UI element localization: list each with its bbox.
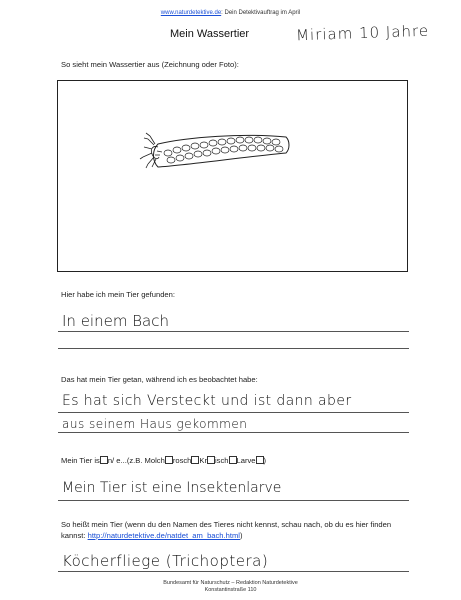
header-text: : Dein Detektivauftrag im April — [221, 10, 301, 16]
found-line-1 — [58, 331, 409, 332]
drawing-prompt: So sieht mein Wassertier aus (Zeichnung oder Foto): — [61, 60, 239, 69]
name-answer: Köcherfliege (Trichoptera) — [62, 552, 269, 570]
header-link[interactable]: www.naturdetektive.de — [160, 10, 222, 16]
footer — [0, 580, 461, 594]
checkbox-glyph — [229, 456, 237, 464]
did-answer-line1: Es hat sich Versteckt und ist dann aber — [62, 393, 352, 409]
found-line-2 — [58, 348, 409, 349]
author-handwriting: Miriam 10 Jahre — [295, 21, 430, 45]
footer-line-1: Bundesamt für Naturschutz – Redaktion Naturdetektive — [163, 580, 298, 586]
did-line-2 — [58, 432, 409, 433]
footer-line-2: Konstantinstraße 110 — [204, 587, 257, 593]
is-answer: Mein Tier ist eine Insektenlarve — [62, 480, 282, 496]
did-answer-line2: aus seinem Haus gekommen — [62, 417, 248, 431]
drawing-box — [57, 80, 408, 272]
found-prompt: Hier habe ich mein Tier gefunden: — [61, 290, 175, 299]
checkbox-glyph — [256, 456, 264, 464]
found-answer: In einem Bach — [62, 312, 169, 330]
caddisfly-larva-drawing — [58, 81, 409, 273]
is-line — [58, 500, 409, 501]
checkbox-glyph — [100, 456, 108, 464]
checkbox-glyph — [207, 456, 215, 464]
checkbox-glyph — [165, 456, 173, 464]
did-prompt: Das hat mein Tier getan, während ich es beobachtet habe: — [61, 375, 258, 384]
name-link[interactable]: http://naturdetektive.de/natdet_am_bach.html — [87, 531, 240, 540]
is-prompt: Mein Tier is n/ e...(z.B. Molch rosch Kr isch Larve ) — [61, 456, 267, 465]
did-line-1 — [58, 412, 409, 413]
name-line — [58, 571, 409, 572]
page-title: Mein Wassertier — [170, 28, 250, 40]
name-prompt: So heißt mein Tier (wenn du den Namen des Tieres nicht kennst, schau nach, ob du es hier finden kannst: http://naturdetektive.de/natdet_am_bach.html) — [61, 520, 392, 540]
header-line — [0, 10, 461, 16]
